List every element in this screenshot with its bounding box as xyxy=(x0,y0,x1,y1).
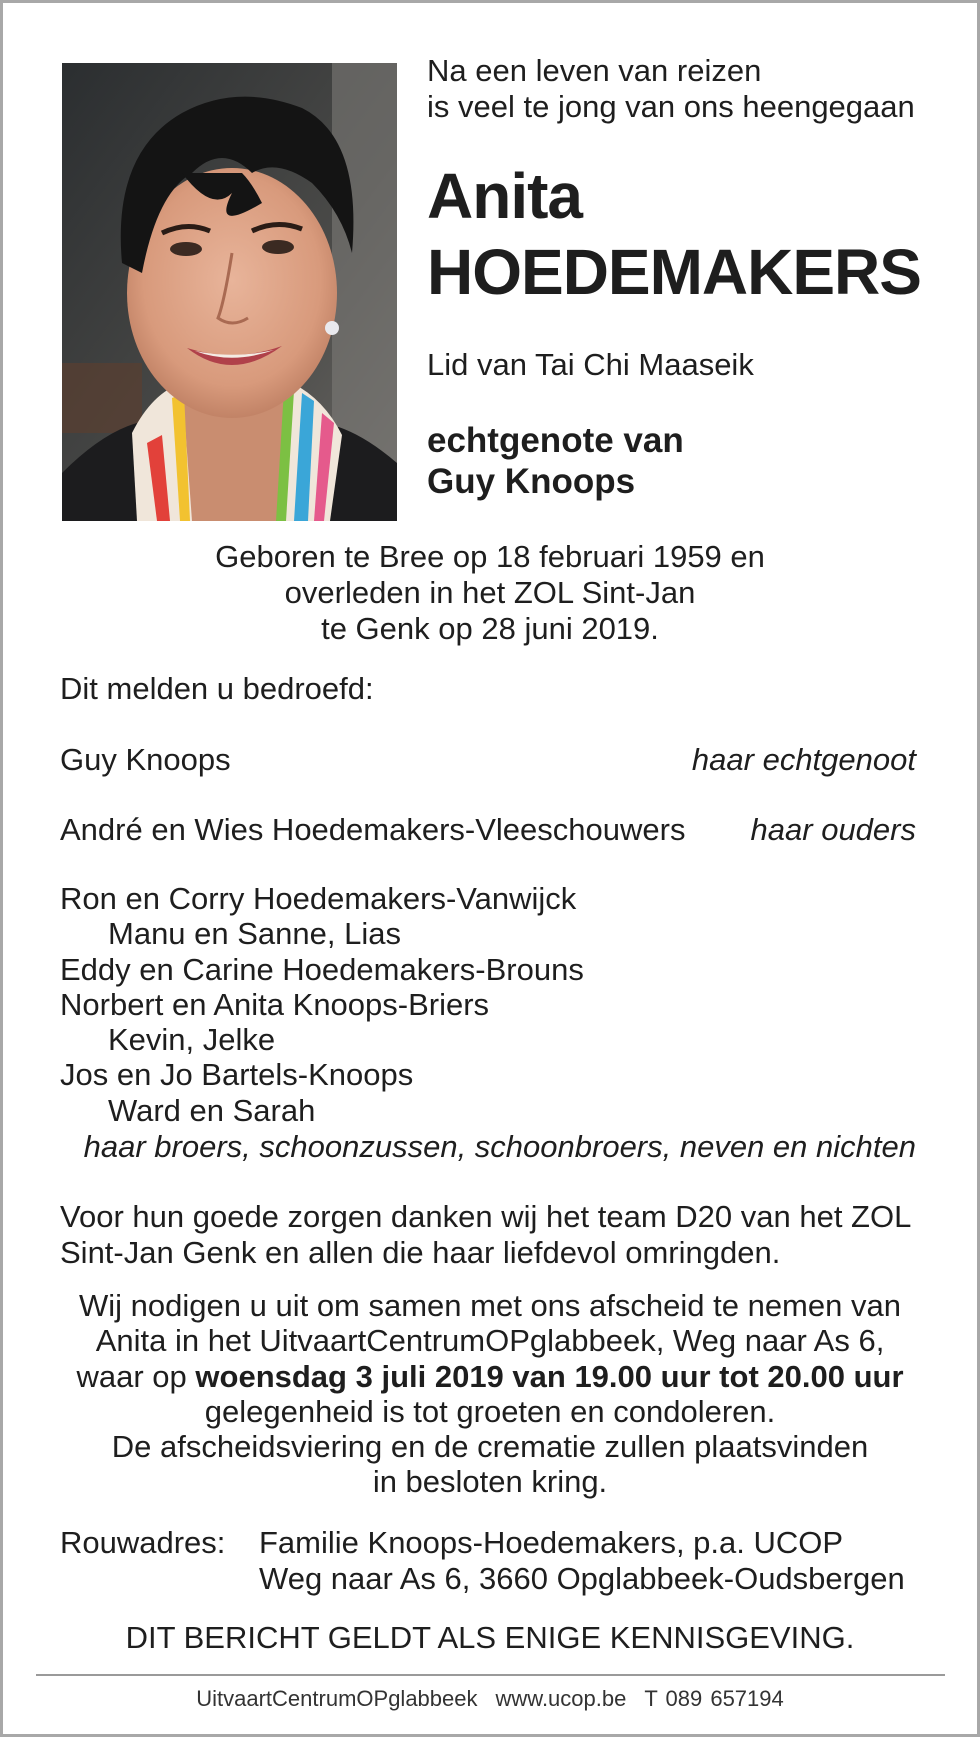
mourner-relation: haar echtgenoot xyxy=(691,742,916,777)
membership-text: Lid van Tai Chi Maaseik xyxy=(427,347,754,382)
announcement-lead: Dit melden u bedroefd: xyxy=(60,671,374,706)
visitation-date-time: woensdag 3 juli 2019 van 19.00 uur tot 20.00 uur xyxy=(195,1358,904,1394)
family-member-children: Ward en Sarah xyxy=(108,1092,316,1128)
first-name: Anita xyxy=(427,160,582,232)
address-lines xyxy=(259,1525,905,1597)
last-name: HOEDEMAKERS xyxy=(427,236,921,308)
address-line-1: Familie Knoops-Hoedemakers, p.a. UCOP xyxy=(259,1525,844,1560)
footer-phone: T 089 657194 xyxy=(644,1686,784,1711)
family-relation: haar broers, schoonzussen, schoonbroers, neven en nichten xyxy=(83,1129,916,1164)
mourner-name: André en Wies Hoedemakers-Vleeschouwers xyxy=(60,812,686,847)
invitation-line-6: in besloten kring. xyxy=(372,1464,608,1500)
intro-line-2: is veel te jong van ons heengegaan xyxy=(427,89,915,124)
portrait-photo xyxy=(62,63,397,521)
deceased-name xyxy=(427,158,921,310)
footer xyxy=(3,1686,977,1712)
mourner-relation: haar ouders xyxy=(750,812,916,847)
thanks-text: Voor hun goede zorgen danken wij het team D20 van het ZOL Sint-Jan Genk en allen die haar liefdevol omringden. xyxy=(60,1199,911,1270)
invitation-text xyxy=(3,1288,977,1500)
family-member-children: Manu en Sanne, Lias xyxy=(108,916,401,952)
portrait-illustration xyxy=(62,63,397,521)
invitation-line-2: Anita in het UitvaartCentrumOPglabbeek, Weg naar As 6, xyxy=(95,1323,885,1359)
spouse-label: echtgenote van xyxy=(427,421,684,460)
intro-text xyxy=(427,53,915,125)
footer-divider xyxy=(36,1674,945,1676)
invitation-line-5: De afscheidsviering en de crematie zullen plaatsvinden xyxy=(111,1429,869,1465)
invitation-line-1: Wij nodigen u uit om samen met ons afscheid te nemen van xyxy=(79,1288,901,1323)
intro-line-1: Na een leven van reizen xyxy=(427,53,762,88)
spouse-block xyxy=(427,420,684,502)
mourner-name: Guy Knoops xyxy=(60,742,231,777)
birth-death-line-1: Geboren te Bree op 18 februari 1959 en xyxy=(215,539,765,574)
footer-website: www.ucop.be xyxy=(495,1686,627,1711)
invitation-line-3 xyxy=(3,1359,977,1394)
invitation-line-4: gelegenheid is tot groeten en condoleren. xyxy=(204,1393,776,1429)
family-member: Norbert en Anita Knoops-Briers xyxy=(60,986,490,1022)
family-member: Eddy en Carine Hoedemakers-Brouns xyxy=(60,951,584,987)
notice-text: DIT BERICHT GELDT ALS ENIGE KENNISGEVING. xyxy=(125,1620,855,1655)
address-label: Rouwadres: xyxy=(60,1525,226,1560)
family-list xyxy=(60,881,584,1128)
family-member: Jos en Jo Bartels-Knoops xyxy=(60,1057,414,1093)
spouse-name: Guy Knoops xyxy=(427,462,636,501)
family-member: Ron en Corry Hoedemakers-Vanwijck xyxy=(60,881,577,916)
birth-death-line-2: overleden in het ZOL Sint-Jan xyxy=(284,575,696,610)
invitation-line-3-prefix: waar op xyxy=(76,1358,187,1394)
birth-death-info xyxy=(3,539,977,647)
footer-company: UitvaartCentrumOPglabbeek xyxy=(196,1686,478,1711)
address-line-2: Weg naar As 6, 3660 Opglabbeek-Oudsbergen xyxy=(259,1561,905,1596)
family-member-children: Kevin, Jelke xyxy=(108,1022,276,1058)
birth-death-line-3: te Genk op 28 juni 2019. xyxy=(321,611,659,646)
